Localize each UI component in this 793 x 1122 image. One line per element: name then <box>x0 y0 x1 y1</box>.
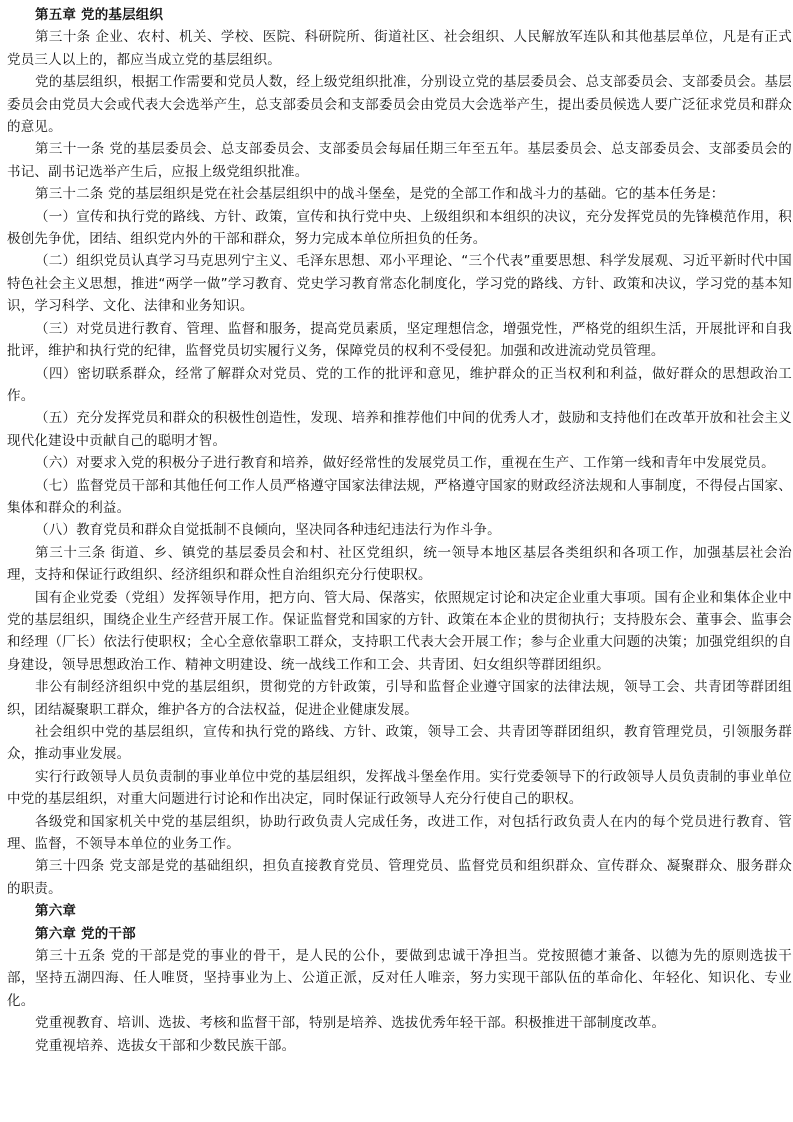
task-item-7: （七）监督党员干部和其他任何工作人员严格遵守国家法律法规，严格遵守国家的财政经济法规和人事制度，不得侵占国家、集体和群众的利益。 <box>7 477 792 516</box>
task-item-5: （五）充分发挥党员和群众的积极性创造性，发现、培养和推荐他们中间的优秀人才，鼓励和支持他们在改革开放和社会主义现代化建设中贡献自己的聪明才智。 <box>7 410 792 449</box>
task-item-6: （六）对要求入党的积极分子进行教育和培养，做好经常性的发展党员工作，重视在生产、工作第一线和青年中发展党员。 <box>35 455 775 472</box>
article-35: 第三十五条 党的干部是党的事业的骨干，是人民的公仆，要做到忠诚干净担当。党按照德才兼备、以德为先的原则选拔干部，坚持五湖四海、任人唯贤，坚持事业为上、公道正派，反对任人唯亲，努力实现干部队伍的革命化、年轻化、知识化、专业化。 <box>7 948 792 1009</box>
article-34: 第三十四条 党支部是党的基础组织，担负直接教育党员、管理党员、监督党员和组织群众、宣传群众、凝聚群众、服务群众的职责。 <box>7 858 792 897</box>
chapter-6-heading: 第六章 <box>35 903 77 920</box>
paragraph: 国有企业党委（党组）发挥领导作用，把方向、管大局、保落实，依照规定讨论和决定企业重大事项。国有企业和集体企业中党的基层组织，围绕企业生产经营开展工作。保证监督党和国家的方针、政策在本企业的贯彻执行；支持股东会、董事会、监事会和经理（厂长）依法行使职权；全心全意依靠职工群众，支持职工代表大会开展工作；参与企业重大问题的决策；加强党组织的自身建设，领导思想政治工作、精神文明建设、统一战线工作和工会、共青团、妇女组织等群团组织。 <box>7 589 792 673</box>
document-body <box>7 4 792 1057</box>
chapter-5-heading: 第五章 党的基层组织 <box>35 7 164 23</box>
task-item-8: （八）教育党员和群众自觉抵制不良倾向，坚决同各种违纪违法行为作斗争。 <box>35 522 501 539</box>
task-item-4: （四）密切联系群众，经常了解群众对党员、党的工作的批评和意见，维护群众的正当权利和利益，做好群众的思想政治工作。 <box>7 365 792 404</box>
article-32: 第三十二条 党的基层组织是党在社会基层组织中的战斗堡垒，是党的全部工作和战斗力的基础。它的基本任务是： <box>35 186 725 203</box>
paragraph: 各级党和国家机关中党的基层组织，协助行政负责人完成任务，改进工作，对包括行政负责人在内的每个党员进行教育、管理、监督，不领导本单位的业务工作。 <box>7 813 792 853</box>
article-33: 第三十三条 街道、乡、镇党的基层委员会和村、社区党组织，统一领导本地区基层各类组织和各项工作，加强基层社会治理，支持和保证行政组织、经济组织和群众性自治组织充分行使职权。 <box>7 544 792 584</box>
task-item-2: （二）组织党员认真学习马克思列宁主义、毛泽东思想、邓小平理论、“三个代表”重要思想、科学发展观、习近平新时代中国特色社会主义思想，推进“两学一做”学习教育、党史学习教育常态化制度化，学习党的路线、方针、政策和决议，学习党的基本知识，学习科学、文化、法律和业务知识。 <box>7 253 792 315</box>
paragraph: 党重视教育、培训、选拔、考核和监督干部，特别是培养、选拔优秀年轻干部。积极推进干部制度改革。 <box>35 1015 666 1032</box>
article-31: 第三十一条 党的基层委员会、总支部委员会、支部委员会每届任期三年至五年。基层委员会、总支部委员会、支部委员会的书记、副书记选举产生后，应报上级党组织批准。 <box>7 141 792 180</box>
article-30: 第三十条 企业、农村、机关、学校、医院、科研院所、街道社区、社会组织、人民解放军连队和其他基层单位，凡是有正式党员三人以上的，都应当成立党的基层组织。 <box>7 29 792 68</box>
paragraph: 非公有制经济组织中党的基层组织，贯彻党的方针政策，引导和监督企业遵守国家的法律法规，领导工会、共青团等群团组织，团结凝聚职工群众，维护各方的合法权益，促进企业健康发展。 <box>7 679 792 718</box>
task-item-3: （三）对党员进行教育、管理、监督和服务，提高党员素质，坚定理想信念，增强党性，严格党的组织生活，开展批评和自我批评，维护和执行党的纪律，监督党员切实履行义务，保障党员的权利不受侵犯。加强和改进流动党员管理。 <box>7 320 792 360</box>
chapter-6-title: 第六章 党的干部 <box>35 925 136 942</box>
task-item-1: （一）宣传和执行党的路线、方针、政策，宣传和执行党中央、上级组织和本组织的决议，充分发挥党员的先锋模范作用，积极创先争优，团结、组织党内外的干部和群众，努力完成本单位所担负的任务。 <box>7 208 792 248</box>
paragraph: 社会组织中党的基层组织，宣传和执行党的路线、方针、政策，领导工会、共青团等群团组织，教育管理党员，引领服务群众，推动事业发展。 <box>7 724 792 763</box>
paragraph: 党重视培养、选拔女干部和少数民族干部。 <box>35 1037 296 1054</box>
paragraph: 实行行政领导人员负责制的事业单位中党的基层组织，发挥战斗堡垒作用。实行党委领导下的行政领导人员负责制的事业单位中党的基层组织，对重大问题进行讨论和作出决定，同时保证行政领导人充分行使自己的职权。 <box>7 768 792 808</box>
paragraph: 党的基层组织，根据工作需要和党员人数，经上级党组织批准，分别设立党的基层委员会、总支部委员会、支部委员会。基层委员会由党员大会或代表大会选举产生，总支部委员会和支部委员会由党员大会选举产生，提出委员候选人要广泛征求党员和群众的意见。 <box>7 74 792 136</box>
